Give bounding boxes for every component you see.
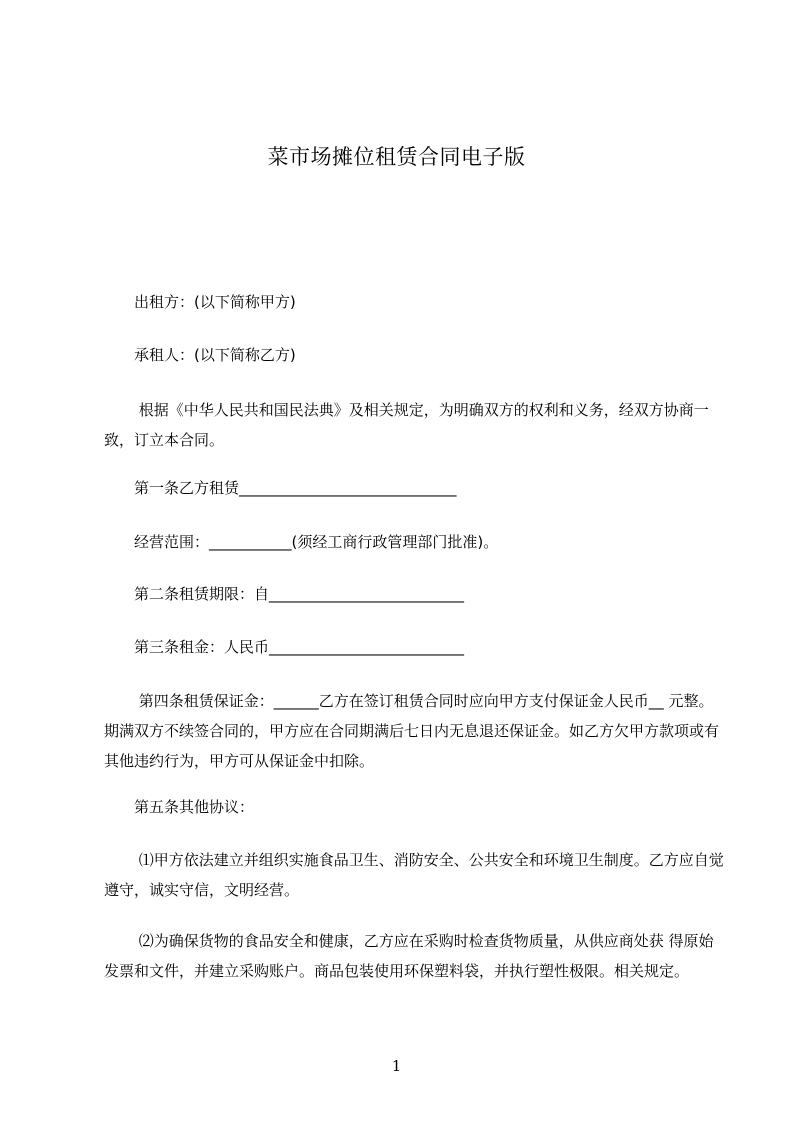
clause-article-1: 第一条乙方租赁_____________________________ bbox=[104, 479, 457, 497]
clause-article-5-item-2: ⑵为确保货物的食品安全和健康，乙方应在采购时检查货物质量，从供应商处获 得原始发票和文件，并建立采购账户。商品包装使用环保塑料袋，并执行塑性极限。相关规定。 bbox=[104, 932, 714, 980]
clause-preamble: 根据《中华人民共和国民法典》及相关规定，为明确双方的权利和义务，经双方协商一致，订立本合同。 bbox=[104, 401, 709, 449]
clause-article-2: 第二条租赁期限：自__________________________ bbox=[104, 585, 465, 603]
document-title: 菜市场摊位租赁合同电子版 bbox=[267, 145, 526, 169]
clause-lessee: 承租人：(以下简称乙方) bbox=[104, 346, 296, 364]
clause-article-3: 第三条租金：人民币__________________________ bbox=[104, 638, 465, 656]
clause-lessor: 出租方：(以下简称甲方) bbox=[104, 293, 296, 311]
page-number: 1 bbox=[391, 1057, 402, 1075]
clause-article-5: 第五条其他协议： bbox=[104, 798, 255, 816]
clause-article-4: 第四条租赁保证金：______乙方在签订租赁合同时应向甲方支付保证金人民币__ 元整。期满双方不续签合同的，甲方应在合同期满后七日内无息退还保证金。如乙方欠甲方款项或有其他违约行为，甲方可从保证金中扣除。 bbox=[104, 692, 720, 770]
clause-article-5-item-1: ⑴甲方依法建立并组织实施食品卫生、消防安全、公共安全和环境卫生制度。乙方应自觉遵守，诚实守信，文明经营。 bbox=[104, 851, 724, 899]
clause-business-scope: 经营范围：___________(须经工商行政管理部门批准)。 bbox=[104, 533, 499, 551]
